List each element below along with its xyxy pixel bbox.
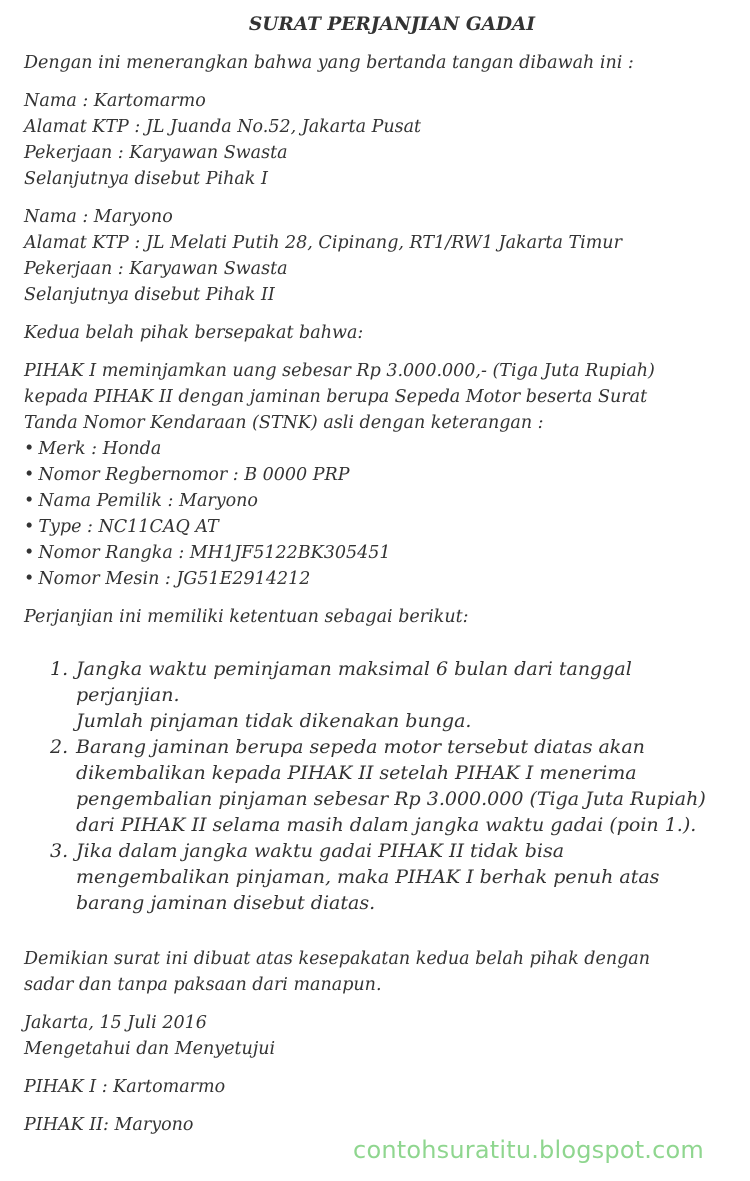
- document-title: SURAT PERJANJIAN GADAI: [248, 14, 536, 35]
- pihak1-alamat: Alamat KTP : JL Juanda No.52, Jakarta Pusat: [24, 117, 422, 137]
- demikian-block: [24, 946, 724, 998]
- pihak1-sebutan: Selanjutnya disebut Pihak I: [24, 169, 268, 189]
- bullet-icon: •: [24, 569, 35, 589]
- tempat-tanggal: Jakarta, 15 Juli 2016: [24, 1013, 207, 1033]
- pinjaman-block: [24, 358, 724, 436]
- pihak2-alamat: Alamat KTP : JL Melati Putih 28, Cipinang, RT1/RW1 Jakarta Timur: [24, 233, 622, 253]
- pihak2-nama: Nama : Maryono: [24, 207, 173, 227]
- list-item: • Nama Pemilik : Maryono: [24, 491, 258, 511]
- bullet-icon: •: [24, 543, 35, 563]
- ketentuan-list: [24, 656, 724, 916]
- list-item: • Nomor Rangka : MH1JF5122BK305451: [24, 543, 391, 563]
- pinjaman-line-2: kepada PIHAK II dengan jaminan berupa Sepeda Motor beserta Surat: [24, 387, 648, 407]
- mengetahui-text: Mengetahui dan Menyetujui: [24, 1039, 276, 1059]
- intro-text: Dengan ini menerangkan bahwa yang bertanda tangan dibawah ini :: [24, 53, 634, 73]
- watermark-text: contohsuratitu.blogspot.com: [353, 1136, 704, 1164]
- ketentuan-item-3: 3. Jika dalam jangka waktu gadai PIHAK II tidak bisa mengembalikan pinjaman, maka PIHAK I berhak penuh atas barang jaminan disebut diatas.: [50, 840, 660, 914]
- list-item: • Nomor Regbernomor : B 0000 PRP: [24, 465, 350, 485]
- list-item: • Type : NC11CAQ AT: [24, 517, 219, 537]
- ttd-pihak1: PIHAK I : Kartomarmo: [24, 1077, 226, 1097]
- list-item: • Nomor Mesin : JG51E2914212: [24, 569, 311, 589]
- sepakat-text: Kedua belah pihak bersepakat bahwa:: [24, 323, 364, 343]
- ketentuan-item-2: 2. Barang jaminan berupa sepeda motor tersebut diatas akan dikembalikan kepada PIHAK II setelah PIHAK I menerima pengembalian pinjaman sebesar Rp 3.000.000 (Tiga Juta Rupiah) dari PIHAK II selama masih dalam jangka waktu gadai (poin 1.).: [50, 736, 706, 836]
- pihak1-nama: Nama : Kartomarmo: [24, 91, 206, 111]
- pihak2-sebutan: Selanjutnya disebut Pihak II: [24, 285, 275, 305]
- pinjaman-line-3: Tanda Nomor Kendaraan (STNK) asli dengan keterangan :: [24, 413, 544, 433]
- ketentuan-intro: Perjanjian ini memiliki ketentuan sebagai berikut:: [24, 607, 469, 627]
- pihak2-pekerjaan: Pekerjaan : Karyawan Swasta: [24, 259, 288, 279]
- bullet-icon: •: [24, 439, 35, 459]
- bullet-icon: •: [24, 465, 35, 485]
- vehicle-details-list: [24, 436, 724, 592]
- ttd-pihak2: PIHAK II: Maryono: [24, 1115, 194, 1135]
- pihak1-block: [24, 88, 724, 192]
- pihak2-block: [24, 204, 724, 308]
- pihak1-pekerjaan: Pekerjaan : Karyawan Swasta: [24, 143, 288, 163]
- demikian-line-2: sadar dan tanpa paksaan dari manapun.: [24, 975, 382, 995]
- demikian-line-1: Demikian surat ini dibuat atas kesepakatan kedua belah pihak dengan: [24, 949, 650, 969]
- pinjaman-line-1: PIHAK I meminjamkan uang sebesar Rp 3.000.000,- (Tiga Juta Rupiah): [24, 361, 655, 381]
- ketentuan-item-1: 1. Jangka waktu peminjaman maksimal 6 bulan dari tanggal perjanjian. Jumlah pinjaman tidak dikenakan bunga.: [50, 658, 632, 732]
- bullet-icon: •: [24, 517, 35, 537]
- list-item: • Merk : Honda: [24, 439, 162, 459]
- bullet-icon: •: [24, 491, 35, 511]
- document: [24, 12, 724, 1150]
- signature-date-block: [24, 1010, 724, 1062]
